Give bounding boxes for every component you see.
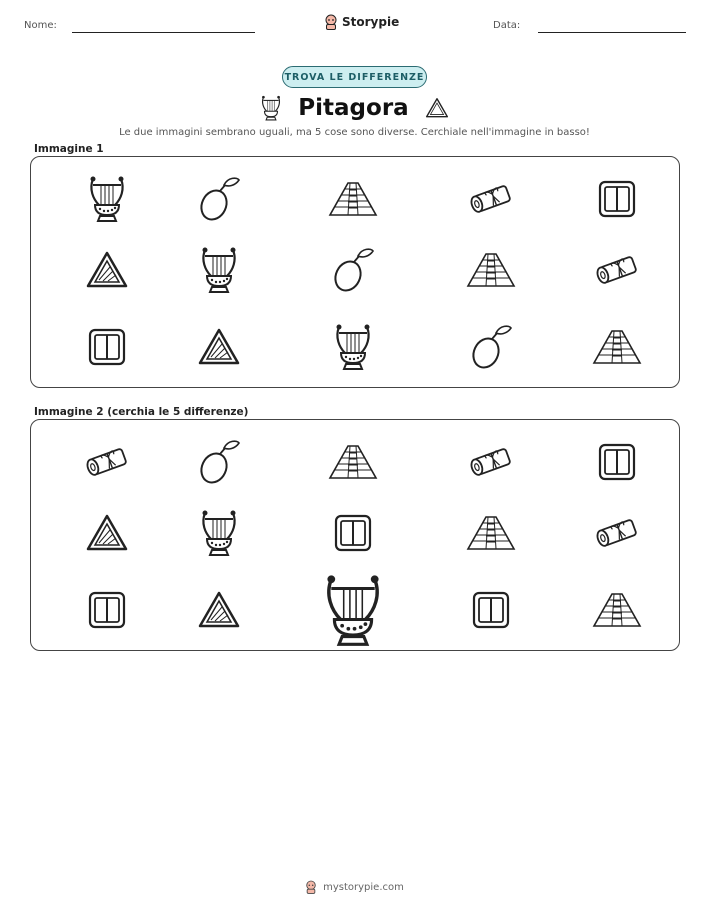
name-label: Nome: bbox=[24, 20, 57, 31]
scroll-icon[interactable] bbox=[456, 427, 526, 497]
square-icon bbox=[72, 312, 142, 382]
storypie-mascot-icon bbox=[324, 14, 338, 30]
olive-icon bbox=[184, 164, 254, 234]
scroll-icon bbox=[456, 164, 526, 234]
square-icon[interactable] bbox=[582, 427, 652, 497]
olive-icon[interactable] bbox=[184, 427, 254, 497]
square-icon[interactable] bbox=[456, 575, 526, 645]
activity-badge: TROVA LE DIFFERENZE bbox=[282, 66, 427, 88]
triangle-icon bbox=[72, 235, 142, 305]
pyramid-icon[interactable] bbox=[582, 575, 652, 645]
square-icon bbox=[582, 164, 652, 234]
lyre-icon bbox=[260, 95, 282, 121]
image2-panel[interactable] bbox=[30, 419, 680, 651]
olive-icon bbox=[456, 312, 526, 382]
pyramid-icon bbox=[456, 235, 526, 305]
date-label: Data: bbox=[493, 20, 521, 31]
storypie-mascot-icon bbox=[305, 880, 317, 894]
title-row bbox=[0, 92, 709, 124]
image2-label: Immagine 2 (cerchia le 5 differenze) bbox=[34, 406, 249, 418]
instructions: Le due immagini sembrano uguali, ma 5 cose sono diverse. Cerchiale nell'immagine in basso! bbox=[119, 127, 590, 138]
triangle-icon bbox=[184, 312, 254, 382]
square-icon[interactable] bbox=[318, 498, 388, 568]
scroll-icon[interactable] bbox=[72, 427, 142, 497]
triangle-icon bbox=[425, 97, 449, 119]
lyre-icon bbox=[184, 235, 254, 305]
pyramid-icon bbox=[318, 164, 388, 234]
brand-name: Storypie bbox=[342, 15, 400, 29]
image1-panel bbox=[30, 156, 680, 388]
lyre-icon bbox=[318, 312, 388, 382]
footer bbox=[0, 880, 709, 894]
lyre-icon bbox=[72, 164, 142, 234]
pyramid-icon bbox=[582, 312, 652, 382]
image1-label: Immagine 1 bbox=[34, 143, 104, 155]
triangle-icon[interactable] bbox=[72, 498, 142, 568]
pyramid-icon[interactable] bbox=[456, 498, 526, 568]
name-field[interactable] bbox=[72, 32, 255, 33]
triangle-icon[interactable] bbox=[184, 575, 254, 645]
brand-logo bbox=[324, 14, 399, 30]
footer-url: mystorypie.com bbox=[323, 881, 404, 893]
lyre-icon[interactable] bbox=[184, 498, 254, 568]
scroll-icon bbox=[582, 235, 652, 305]
lyre-icon[interactable] bbox=[318, 575, 388, 645]
page-title: Pitagora bbox=[298, 95, 409, 121]
square-icon[interactable] bbox=[72, 575, 142, 645]
date-field[interactable] bbox=[538, 32, 686, 33]
olive-icon bbox=[318, 235, 388, 305]
pyramid-icon[interactable] bbox=[318, 427, 388, 497]
scroll-icon[interactable] bbox=[582, 498, 652, 568]
